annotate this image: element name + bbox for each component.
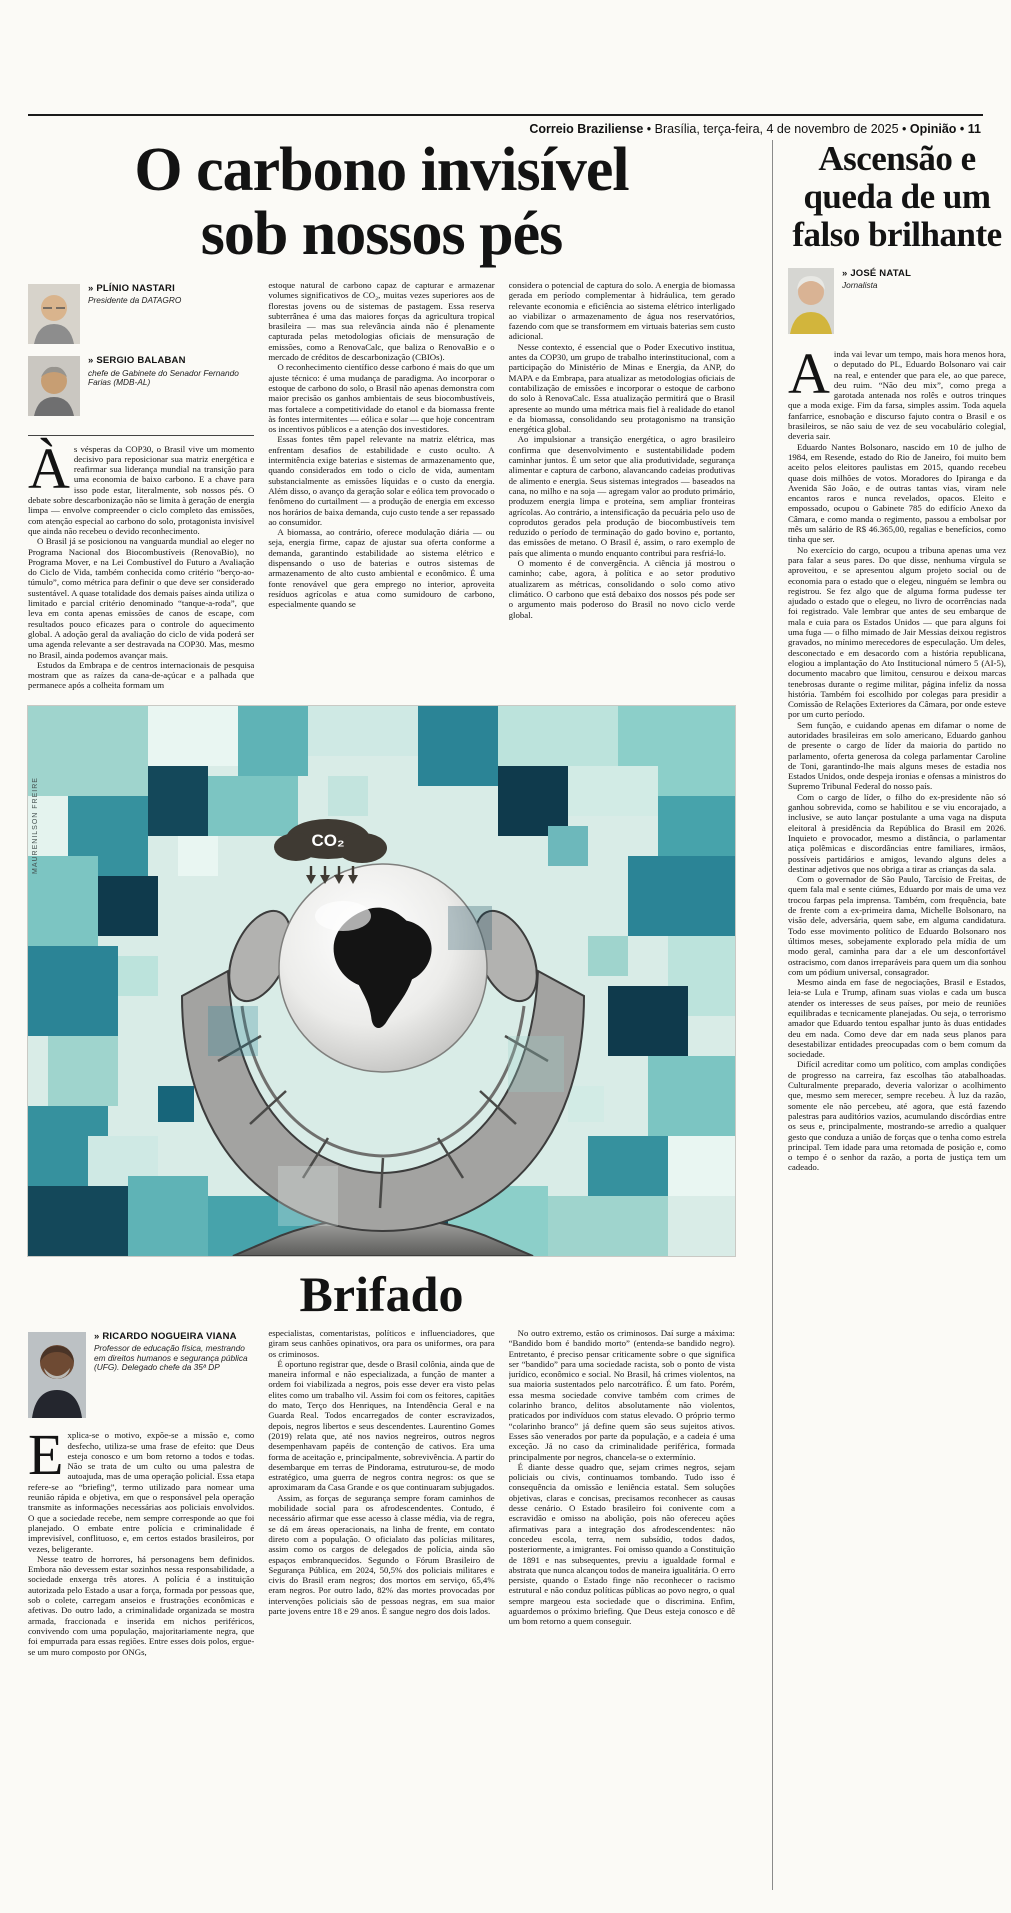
folio-bullet: • <box>959 122 965 136</box>
paragraph: O momento é de convergência. A ciência já mostrou o caminho; cabe, agora, à política e ao setor produtivo atualizarem as métricas, consolidando o solo como ativo climático. O carbono que está debaixo dos nossos pés pode ser o argumento mais poderoso do Brasil no novo ciclo verde global. <box>508 558 735 620</box>
co2-label: CO₂ <box>311 831 345 850</box>
paragraph: O Brasil já se posicionou na vanguarda mundial ao eleger no Programa Nacional dos Biocombustíveis (RenovaBio), no Programa Mover, e na Lei Combustível do Futuro a Avaliação do Ciclo de Vida, também conhecida como critério “berço-ao-túmulo”, como métrica para definir o que deve ser considerado sustentável. A quase totalidade dos demais países ainda utiliza o limitado e parcial critério denominado “tanque-a-roda”, que leva em conta apenas emissões de canos de escape, com resultados pouco eficazes para o controle do aquecimento global. A adoção geral da avaliação do ciclo de vida poderá ser uma agenda relevante a ser destravada na COP30. Mas, mesmo no Brasil, ainda podemos avançar mais. <box>28 536 255 660</box>
byline-text <box>842 268 911 291</box>
illustration-graphic <box>28 706 735 1256</box>
page-number: 11 <box>967 122 981 136</box>
main-column-3 <box>509 280 735 698</box>
main-headline-line2: sob nossos pés <box>200 200 563 268</box>
byline-ricardo-viana <box>28 1332 254 1420</box>
author-photo <box>788 268 834 339</box>
paragraph: Com o governador de São Paulo, Tarcísio de Freitas, de quem fala mal e sente ciúmes, Eduardo por mais de uma vez trocou farpas pela imprensa. Também, com frequência, bate de frente com a ex-primeira dama, Michelle Bolsonaro, na visão dele, adversária, quem sabe, em alguma candidatura. Todo esse movimento político de Eduardo Bolsonaro nos últimos meses, sobejamente explorado pela mídia de um modo geral, caminha para dar a ele um desconfortável ostracismo, com danos irreparáveis para quem um dia sonhou com um pódium universal, consagrador. <box>788 874 1006 977</box>
paragraph: Nesse teatro de horrores, há personagens bem definidos. Embora não devessem estar sozinhos nessa responsabilidade, a sociedade enxerga três atores. A polícia é a instituição autorizada pelo Estado a usar a força, formada por pessoas que, sob o colete, carregam anseios e frustrações econômicas e afetivas. Do outro lado, a criminalidade organizada se mostra armada, fraccionada e inserida em nichos periféricos, convivendo com uma população, majoritariamente negra, que foi empurrada para essas regiões. Entre esses dois polos, ergue-se um muro composto por ONGs, <box>28 1553 255 1657</box>
main-headline <box>28 138 735 266</box>
crystal-ball <box>279 864 487 1072</box>
folio-bullet: • <box>646 122 652 136</box>
brifado-column-1 <box>28 1328 254 1896</box>
main-authors-block <box>28 284 254 436</box>
byline-sergio-balaban <box>28 356 254 418</box>
byline-text <box>88 356 254 387</box>
paragraph: estoque natural de carbono capaz de capturar e armazenar volumes significativos de CO₂, muitas vezes superiores aos de florestas jovens ou de sistemas de pastagem. Essa reserva subterrânea é uma das maiores forças da agricultura tropical brasileira — mas sua relevância ainda não é plenamente capturada pelas metodologias oficiais de mensuração de emissões, como a RenovaCalc, que baliza o RenovaBio e o mercado de créditos de descarbonização (CBIOs). <box>268 280 495 363</box>
newspaper-brand: Correio Braziliense <box>529 122 644 136</box>
paragraph: Ao impulsionar a transição energética, o agro brasileiro confirma que desenvolvimento e sustentabilidade podem caminhar juntos. É um setor que alia produtividade, segurança alimentar e captura de carbono, alavancando cadeias produtivas de alimento e energia. Seus sistemas integrados — baseados na cana, no milho e na soja — agregam valor ao produto primário, produzem energia limpa e proteína, sem ampliar fronteiras agrícolas. Ao contrário, a intensificação da pecuária pelo uso de coprodutos gerados pela produção de biocombustíveis tem reduzido o período de terminação do gado bovino e, portanto, das emissões de metano. O Brasil é, assim, o raro exemplo de país que alimenta o mundo enquanto contribui para resfriá-lo. <box>508 434 735 558</box>
right-article-body <box>788 341 1006 1173</box>
paragraph: Explica-se o motivo, expõe-se a missão e, como desfecho, utiliza-se uma frase de efeito: que Deus esteja conosco e um bom retorno a todos e todas. Não se trata de um culto ou uma palestra de autoajuda, mas de uma operação policial. Essa etapa refere-se ao “briefing”, termo utilizado para nomear uma reunião rápida e objetiva, em que o responsável pela operação transmite as informações necessárias aos policiais envolvidos. O que a sociedade recebe, nem sempre corresponde ao que foi planejado. O embate entre polícia e criminalidade é imprevisível, conflituoso, e, em certos estados brasileiros, por vezes, beligerante. <box>28 1422 255 1554</box>
folio-line <box>529 122 981 136</box>
byline-jose-natal <box>788 268 1006 339</box>
author-name: » PLÍNIO NASTARI <box>88 283 175 294</box>
author-name: » RICARDO NOGUEIRA VIANA <box>94 1331 237 1342</box>
paragraph: Essas fontes têm papel relevante na matriz elétrica, mas enfrentam desafios de estabilidade e custo oculto. A intermitência exige baterias e sistemas de armazenamento que, quando considerados em todo o ciclo de vida, aumentam substancialmente as emissões líquidas e o custo da energia. Além disso, o avanço da geração solar e eólica tem provocado o fenômeno do curtailment — a produção de energia em excesso nos horários de baixa demanda, cujo custo tende a ser repassado ao consumidor. <box>268 434 495 527</box>
paragraph: considera o potencial de captura do solo. A energia de biomassa gerada em período complementar à hidráulica, tem gerado relevante economia e eficiência ao sistema elétrico interligado ao viabilizar o armazenamento de água nos reservatórios, fazendo com que se transformem em virtuais baterias sem custo adicional. <box>508 280 735 342</box>
author-name: » SERGIO BALABAN <box>88 355 186 367</box>
byline-text <box>88 284 181 306</box>
main-column-1 <box>28 280 254 698</box>
author-role: Professor de educação física, mestrando em direitos humanos e segurança pública (UFG). Delegado chefe da 35ª DP <box>94 1343 248 1373</box>
byline-text <box>94 1332 254 1373</box>
folio-bullet: • <box>902 122 907 136</box>
paragraph: especialistas, comentaristas, políticos e influenciadores, que giram seus canhões opinativos, ora para os uniformes, ora para os criminosos. <box>268 1328 495 1359</box>
author-role: Jornalista <box>842 280 878 290</box>
header-rule <box>28 114 983 116</box>
paragraph: A biomassa, ao contrário, oferece modulação diária — ou seja, energia firme, capaz de ajustar sua oferta conforme a demanda, garantindo estabilidade ao sistema elétrico e dispensando o uso de baterias e outros sistemas de armazenamento de alto custo ambiental e econômico. É uma fonte renovável que gera emprego no interior, aproveita resíduos agrícolas e atua como sumidouro de carbono, especialmente quando se <box>268 527 495 610</box>
illustration-credit: MAURENILSON FREIRE <box>32 777 39 874</box>
folio-date: Brasília, terça-feira, 4 de novembro de 2025 <box>654 122 899 136</box>
paragraph: É oportuno registrar que, desde o Brasil colônia, ainda que de maneira informal e não especializada, a função de manter a ordem foi viabilizada a negros, pois esse dever era visto pelas elites como um trabalho vil. Assim foi com os feitores, capitães do mato, Terço dos Henriques, na Intendência Geral e na Guarda Real. Todos encarregados de conter escravizados, depois, negros libertos e seus descendentes. Laurentino Gomes (2019) relata que, até nos navios negreiros, outros negros desempenhavam papéis de contenção de cativos. Era uma forma de aceitação e, principalmente, sobrevivência. A partir do desembarque em terras de Pindorama, estruturou-se, de modo estratégico, uma guerra de negros contra negros: os que se aproximaram da Casa Grande e os que continuaram subjugados. <box>268 1358 495 1493</box>
brifado-column-3 <box>509 1328 735 1896</box>
byline-plinio-nastari <box>28 284 254 346</box>
author-photo <box>28 284 80 346</box>
brifado-headline: Brifado <box>299 1266 464 1322</box>
main-column-2 <box>268 280 494 698</box>
paragraph: Às vésperas da COP30, o Brasil vive um momento decisivo para reposicionar sua matriz energética e reafirmar sua liderança mundial na transição para uma economia de baixo carbono. E a chave para isso pode estar, literalmente, sob nossos pés. O debate sobre descarbonização não se limita à geração de energia limpa — envolve compreender o ciclo completo das emissões, com atenção especial ao carbono do solo, protagonista invisível que ainda não recebeu o devido reconhecimento. <box>28 435 255 536</box>
author-name: » JOSÉ NATAL <box>842 268 912 279</box>
paragraph: O reconhecimento científico desse carbono é mais do que um ajuste técnico: é uma mudança de paradigma. Ao incorporar o estoque de carbono do solo, o Brasil não apenas demonstra com maior precisão os ganhos ambientais de seus biocombustíveis, mas fortalece a competitividade do etanol e da biomassa frente às fontes intermitentes — eólica e solar — que hoje concentram os incentivos públicos e a atenção dos investidores. <box>268 362 495 435</box>
paragraph: Ainda vai levar um tempo, mais hora menos hora, o deputado do PL, Eduardo Bolsonaro vai cair na real, e entender que para ele, ao que parece, deu ruim. “Não deu mix”, como prega a garotada antenada nos rolês e outros trinques que a moda exige. Fim da farsa, simples assim. Toda aquela fanfarrice, esnobação e discurso fajuto contra o Brasil e os brasileiros, se não saiu de vez de seu vocabulário colegial, deveria sair. <box>788 341 1006 442</box>
paragraph: Estudos da Embrapa e de centros internacionais de pesquisa mostram que as raízes da cana-de-açúcar e a palhada que permanece após a colheita formam um <box>28 659 255 691</box>
right-article <box>788 140 1006 1173</box>
main-body-columns <box>28 280 735 698</box>
main-headline-line1: O carbono invisível <box>134 136 629 204</box>
paragraph: Mesmo ainda em fase de negociações, Brasil e Estados, leia-se Lula e Trump, afinam suas violas e cada um busca atender os interesses de seus países, por meio de reuniões equilibradas e tecnicamente planejadas. Ou seja, o terrorismo amador que Eduardo tentou espalhar junto às duas entidades deu em nada. Como deve dar em nada seus planos para desestabilizar entidades preocupadas com o bem comum da sociedade. <box>788 977 1006 1060</box>
right-headline: Ascensão e queda de um falso brilhante <box>792 139 1002 254</box>
section-label: Opinião <box>909 122 957 136</box>
brifado-body-columns <box>28 1328 735 1896</box>
author-role: Presidente da DATAGRO <box>88 295 182 306</box>
paragraph: Assim, as forças de segurança sempre foram caminhos de mobilidade social para os afrodescendentes. Contudo, é necessário afirmar que esse acesso à classe média, via de regra, se dá em áreas operacionais, na linha de frente, em contato direto com a população. O oficialato das polícias militares, assim como os cargos de delegados de polícia, ainda são espaços embranquecidos. Segundo o Fórum Brasileiro de Segurança Pública, em 2024, 50,5% dos policiais militares e civis do Brasil eram negros; dos mortos em serviço, 65,4% eram negros. Por outro lado, 82% das mortes provocadas por intervenções policiais são de pessoas negras, em sua maior parte jovens entre 18 e 29 anos. É sangue negro dos dois lados. <box>268 1492 495 1617</box>
paragraph: Nesse contexto, é essencial que o Poder Executivo institua, antes da COP30, um grupo de trabalho interinstitucional, com a participação do Ministério de Minas e Energia, da ANP, do MAPA e da Embrapa, para atualizar as metodologias oficiais de contabilização de emissões e incorporar o estoque de carbono do solo à RenovaCalc. Essa atualização permitirá que o Brasil apresente ao mundo uma métrica mais fiel à realidade do etanol e da biomassa, consolidando seu protagonismo na transição energética global. <box>508 341 735 435</box>
author-photo <box>28 356 80 418</box>
paragraph: No exercício do cargo, ocupou a tribuna apenas uma vez para falar a seus pares. Do que disse, nenhuma vírgula se aproveitou, e se apresentou algum projeto social ou de economia para o estado que o elegeu, ninguém se lembra ou registrou. Se fez algo que de alguma forma pudesse ter ajudado o estado que o elegeu, no livro de ocorrências nada foi registrado. Vale lembrar que antes de seu embarque de mala e cuia para os Estados Unidos — que para alguns foi uma fuga — o filho mimado de Jair Messias deixou registros gravados, no mínimo merecedores de especulação. Um deles, desconectado e em desacordo com a história republicana, elogiou a implantação do Ato Institucional número 5 (AI-5), documento macabro que limitou, censurou e deixou marcas tenebrosas durante o regime militar, página infeliz da nossa história. Também foi escolhido por colegas para presidir a Comissão de Relações Exteriores da Câmara, por onde esteve por um curto período. <box>788 544 1006 720</box>
paragraph: Sem função, e cuidando apenas em difamar o nome de autoridades brasileiras em solo americano, Eduardo ganhou de presente o cargo de líder da maioria do partido no parlamento, oferta generosa da colega parlamentar Caroline de Toni, garantindo-lhe mais alguns meses de estadia nos Estados Unidos, onde despeja ironias e ofensas a ministros do Supremo Tribunal Federal do nosso país. <box>788 719 1006 792</box>
paragraph: No outro extremo, estão os criminosos. Daí surge a máxima: “Bandido bom é bandido morto” (entenda-se bandido negro). Entretanto, é preciso pensar criticamente sobre o que significa ser “bandido” para uma sociedade racista, sob o ponto de vista jurídico, econômico e social. No Brasil, há crimes violentos, na sua maioria sustentados pelo narcotráfico. É um fato. Porém, essa mesma sociedade convive também com crimes de colarinho branco, delitos absolutamente não violentos, praticados por indivíduos com status elevado. O próprio termo “colarinho branco” já define quem são seus sujeitos ativos. Esses são venerados por parte da população, e a cadeia é uma exceção. Já no caso da criminalidade periférica, formada principalmente por negros, chancela-se o extermínio. <box>508 1328 735 1462</box>
vertical-divider <box>772 140 773 1890</box>
paragraph: Eduardo Nantes Bolsonaro, nascido em 10 de julho de 1984, em Resende, estado do Rio de Janeiro, foi muito bem aceito pelos eleitores paulistas em 2015, quando recebeu quase dois milhões de votos. Moradores do Ipiranga e da Avenida São João, e de outras tantas vias, viram nele encantos raros e nunca revelados, opacos. Eleito e empossado, ocupou o Gabinete 785 do edifício Anexo da Câmara, e como manda o regimento, passou a embolsar por mês um salário de R$ 46.365,00, regalias e benefícios, como tinha que ser. <box>788 441 1006 545</box>
paragraph: Com o cargo de líder, o filho do ex-presidente não só ganhou sobrevida, como se habilitou e se viu encorajado, a inclusive, se auto lançar postulante a uma vaga na disputa eleitoral à presidência da República do Brasil em 2026. Inquieto e provocador, mesmo a distância, o parlamentar atiça polêmicas e discordâncias entre familiares, irmãos, possíveis partidários e amigos, levando alguns deles a destinar adjetivos que nos obriga a tirar as crianças da sala. <box>788 791 1006 874</box>
illustration-hands-globe <box>28 706 735 1256</box>
brifado-column-2 <box>268 1328 494 1896</box>
paragraph: É diante desse quadro que, sejam crimes negros, sejam policiais ou civis, continuamos tombando. Tudo isso é consequência da omissão e leniência estatal. Sem soluções objetivas, claras e concisas, precisamos reconhecer as causas desse cenário. O Estado brasileiro foi conivente com a escravidão e omisso na abolição, pois não ofereceu ações afirmativas para a integração dos afrodescendentes: não concedeu escola, terra, nem subsídio, todos dados, posteriormente, a imigrantes. Foi omisso quando a Constituição de 1891 e nas subsequentes, previu a igualdade formal e abstrata que nunca alcançou todos de maneira igualitária. O erro persiste, quando o Estado finge não reconhecer o racismo estrutural e não conduz políticas públicas ao povo negro, o qual sempre margeou esta sociedade que o discrimina. Enfim, aguardemos o próximo briefing. Que Deus esteja conosco e dê um bom retorno a quem conseguir. <box>508 1461 735 1627</box>
paragraph: Difícil acreditar como um político, com amplas condições de progresso na carreira, faz escolhas tão atabalhoadas. Culturalmente preparado, deveria valorizar o acolhimento que, mesmo sem merecer, sempre recebeu. À luz da razão, somente ele não percebeu, até agora, que está fazendo palestras para auditórios vazios, acumulando discórdias entre os seus e, principalmente, mostrando-se arredio a qualquer gesto que conduza a união de forças que o tenha como estrela principal. Tem idade para uma retomada de posição e, como o tempo é o senhor da razão, a porta de justiça tem um cadeado. <box>788 1059 1006 1173</box>
author-photo <box>28 1332 86 1420</box>
main-article <box>28 138 735 1896</box>
author-role: chefe de Gabinete do Senador Fernando Farias (MDB-AL) <box>88 367 239 388</box>
